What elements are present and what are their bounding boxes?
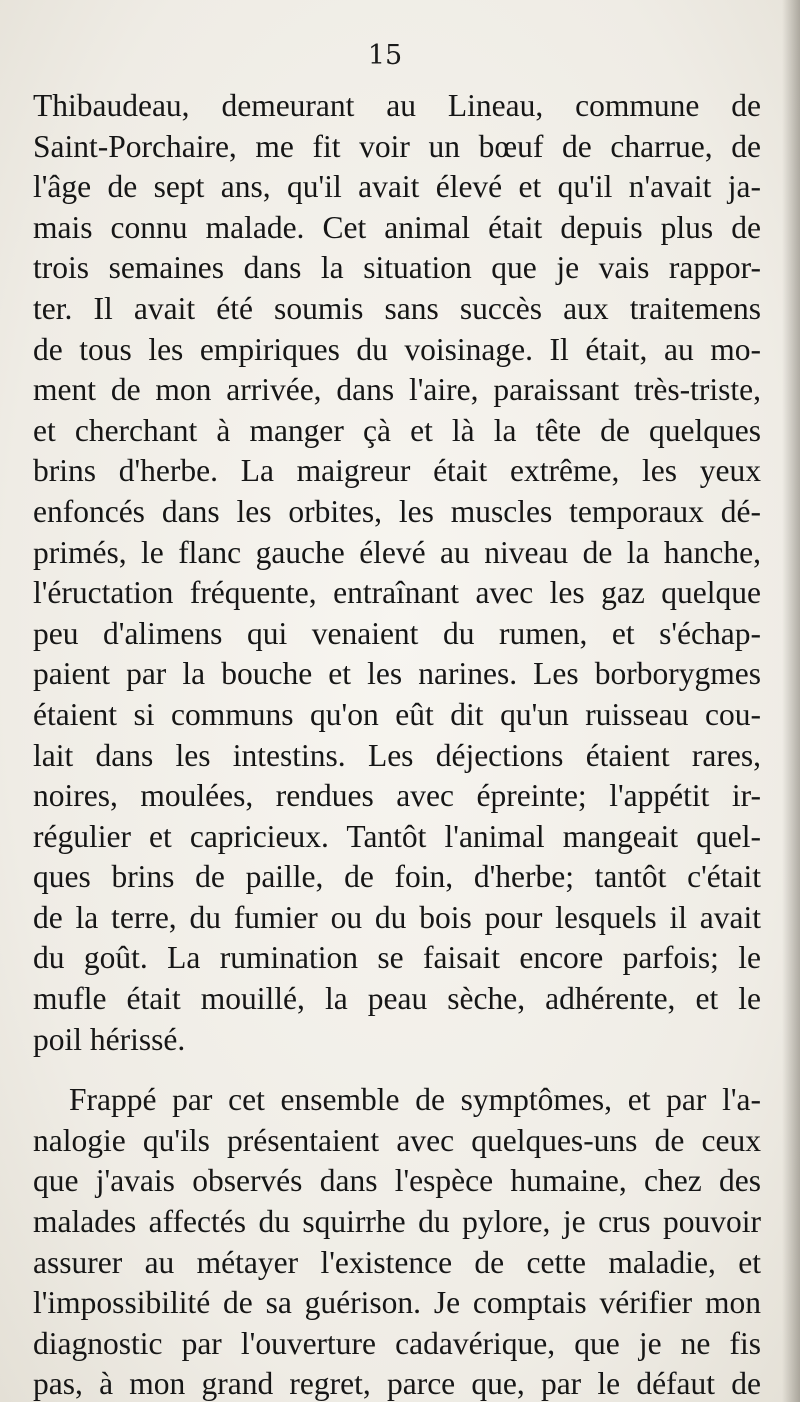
- text-line: poil hérissé.: [33, 1021, 186, 1057]
- paragraph-1: [33, 86, 761, 1060]
- text-line: et cherchant à manger çà et là la tête de quelques: [33, 412, 761, 448]
- text-line: de la terre, du fumier ou du bois pour lesquels il avait: [33, 899, 761, 935]
- text-line: noires, moulées, rendues avec épreinte; l'appétit ir-: [33, 778, 761, 814]
- text-line: Saint-Porchaire, me fit voir un bœuf de charrue, de: [33, 128, 761, 164]
- text-line: assurer au métayer l'existence de cette maladie, et: [33, 1244, 761, 1280]
- text-line: Thibaudeau, demeurant au Lineau, commune de: [33, 88, 761, 123]
- text-line: mais connu malade. Cet animal était depuis plus de: [33, 209, 761, 245]
- text-line: Frappé par cet ensemble de symptômes, et par l'a-: [69, 1082, 761, 1118]
- text-line: l'âge de sept ans, qu'il avait élevé et qu'il n'avait ja-: [33, 169, 761, 205]
- text-line: nalogie qu'ils présentaient avec quelques-uns de ceux: [33, 1122, 761, 1158]
- text-line: régulier et capricieux. Tantôt l'animal mangeait quel-: [33, 818, 761, 854]
- text-line: peu d'alimens qui venaient du rumen, et s'échap-: [33, 615, 761, 651]
- text-line: primés, le flanc gauche élevé au niveau de la hanche,: [33, 534, 761, 570]
- text-line: malades affectés du squirrhe du pylore, je crus pouvoir: [33, 1204, 761, 1240]
- text-line: mufle était mouillé, la peau sèche, adhérente, et le: [33, 981, 761, 1017]
- page-edge-shadow: [782, 0, 800, 1402]
- text-line: paient par la bouche et les narines. Les borborygmes: [33, 656, 761, 692]
- text-line: enfoncés dans les orbites, les muscles temporaux dé-: [33, 493, 761, 529]
- text-line: brins d'herbe. La maigreur était extrême, les yeux: [33, 453, 761, 489]
- body-text: [33, 86, 761, 1402]
- text-line: l'impossibilité de sa guérison. Je comptais vérifier mon: [33, 1285, 761, 1321]
- text-line: ter. Il avait été soumis sans succès aux traitemens: [33, 290, 761, 326]
- paragraph-gap: [33, 1060, 761, 1080]
- text-line: pas, à mon grand regret, parce que, par le défaut de: [33, 1366, 761, 1402]
- page-number: 15: [367, 40, 403, 71]
- text-line: du goût. La rumination se faisait encore parfois; le: [33, 940, 761, 976]
- text-line: ment de mon arrivée, dans l'aire, paraissant très-triste,: [33, 372, 761, 408]
- text-line: trois semaines dans la situation que je vais rappor-: [33, 250, 761, 286]
- text-line: l'éructation fréquente, entraînant avec les gaz quelque: [33, 575, 761, 611]
- text-line: de tous les empiriques du voisinage. Il était, au mo-: [33, 331, 761, 367]
- paragraph-2: [33, 1080, 761, 1402]
- text-line: ques brins de paille, de foin, d'herbe; tantôt c'était: [33, 859, 761, 895]
- text-line: étaient si communs qu'on eût dit qu'un ruisseau cou-: [33, 696, 761, 732]
- text-line: lait dans les intestins. Les déjections étaient rares,: [33, 737, 761, 773]
- text-line: diagnostic par l'ouverture cadavérique, que je ne fis: [33, 1325, 761, 1361]
- text-line: que j'avais observés dans l'espèce humaine, chez des: [33, 1163, 761, 1199]
